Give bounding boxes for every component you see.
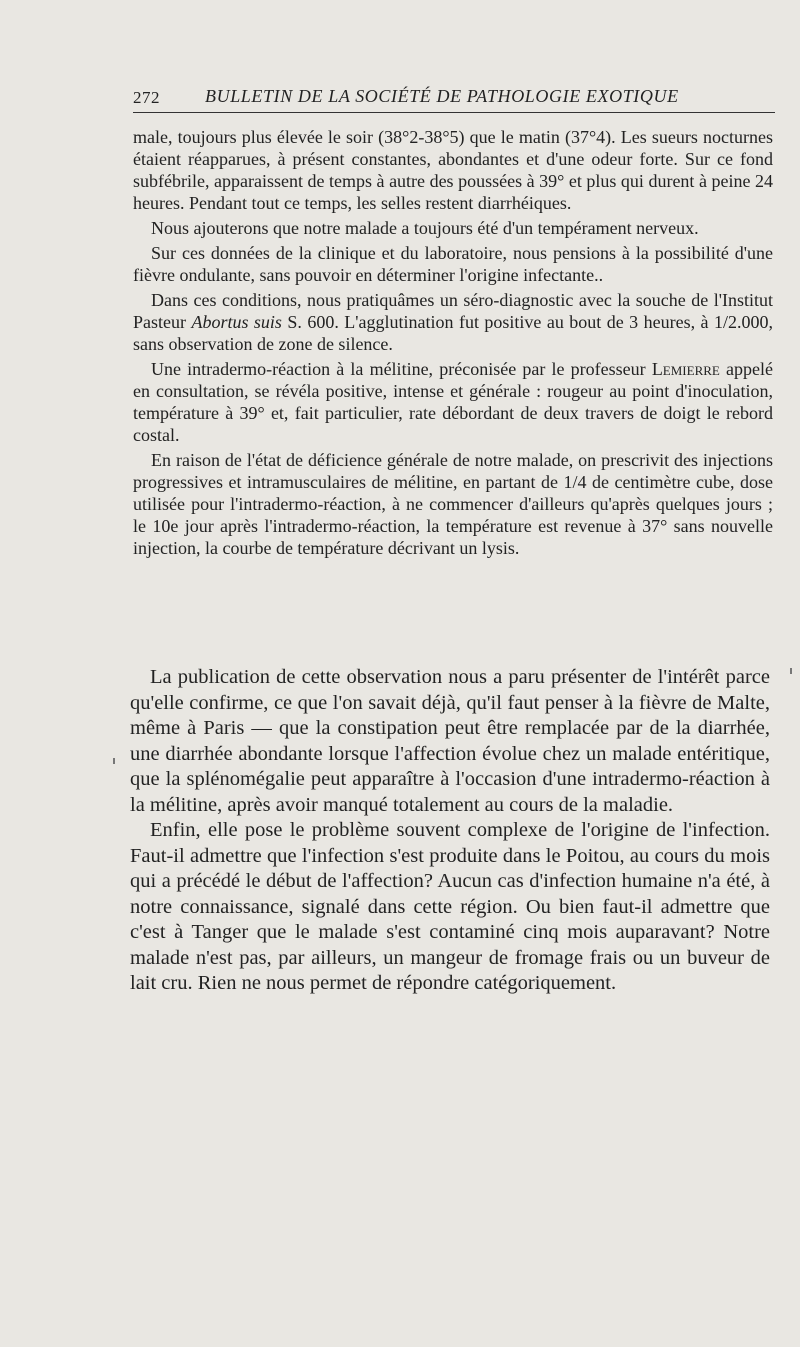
- author-name: Lemierre: [651, 359, 720, 379]
- text-span: Dans ces conditions, nous pratiquâmes un séro-diagnostic avec la souche de l'Institut Pasteur: [133, 290, 773, 332]
- header-rule: [133, 112, 775, 113]
- discussion-body: [130, 665, 770, 997]
- paragraph: La publication de cette observation nous a paru présenter de l'intérêt parce qu'elle confirme, ce que l'on savait déjà, qu'il faut penser à la fièvre de Malte, même à Paris — que la constipation peut être remplacée par de la diarrhée, une diarrhée abondante lorsque l'affection évolue chez un malade entéritique, que la splénomégalie peut apparaître à l'occasion d'une intradermo-réaction à la mélitine, après avoir manqué totalement au cours de la maladie.: [130, 666, 770, 816]
- italic-species-name: Abortus suis: [191, 312, 282, 332]
- case-report-body: [133, 126, 773, 562]
- text-span: Une intradermo-réaction à la mélitine, préconisée par le professeur: [151, 359, 652, 379]
- paragraph: [133, 358, 773, 446]
- paragraph: male, toujours plus élevée le soir (38°2-38°5) que le matin (37°4). Les sueurs nocturnes étaient réapparues, à présent constantes, abondantes et d'une odeur forte. Sur ce fond subfébrile, apparaissent de temps à autre des poussées à 39° et plus qui durent à peine 24 heures. Pendant tout ce temps, les selles restent diarrhéiques.: [133, 127, 773, 213]
- paragraph: Nous ajouterons que notre malade a toujours été d'un tempérament nerveux.: [151, 218, 699, 238]
- margin-speck: [113, 758, 115, 764]
- margin-speck: [790, 668, 792, 674]
- paragraph: Sur ces données de la clinique et du laboratoire, nous pensions à la possibilité d'une fièvre ondulante, sans pouvoir en déterminer l'origine infectante..: [133, 243, 773, 285]
- paragraph: En raison de l'état de déficience générale de notre malade, on prescrivit des injections progressives et intramusculaires de mélitine, en partant de 1/4 de centimètre cube, dose utilisée pour l'intradermo-réaction, à ne commencer d'ailleurs qu'après quelques jours ; le 10e jour après l'intradermo-réaction, la température est revenue à 37° sans nouvelle injection, la courbe de température décrivant un lysis.: [133, 450, 773, 558]
- text-span: S. 600. L'agglutination fut positive au bout de 3 heures, à 1/2.000, sans observation de zone de silence.: [133, 312, 773, 354]
- paragraph: [133, 289, 773, 355]
- running-title: BULLETIN DE LA SOCIÉTÉ DE PATHOLOGIE EXOTIQUE: [205, 86, 679, 106]
- page-number: 272: [133, 88, 160, 107]
- page-header: [133, 84, 773, 114]
- paragraph: Enfin, elle pose le problème souvent complexe de l'origine de l'infection. Faut-il admettre que l'infection s'est produite dans le Poitou, au cours du mois qui a précédé le début de l'affection? Aucun cas d'infection humaine n'a été, à notre connaissance, signalé dans cette région. Ou bien faut-il admettre que c'est à Tanger que le malade s'est contaminé cinq mois auparavant? Notre malade n'est pas, par ailleurs, un mangeur de fromage frais ou un buveur de lait cru. Rien ne nous permet de répondre catégoriquement.: [130, 819, 770, 994]
- text-span: appelé en consultation, se révéla positive, intense et générale : rougeur au point d'inoculation, température à 39° et, fait particulier, rate débordant de deux travers de doigt le rebord costal.: [133, 359, 774, 445]
